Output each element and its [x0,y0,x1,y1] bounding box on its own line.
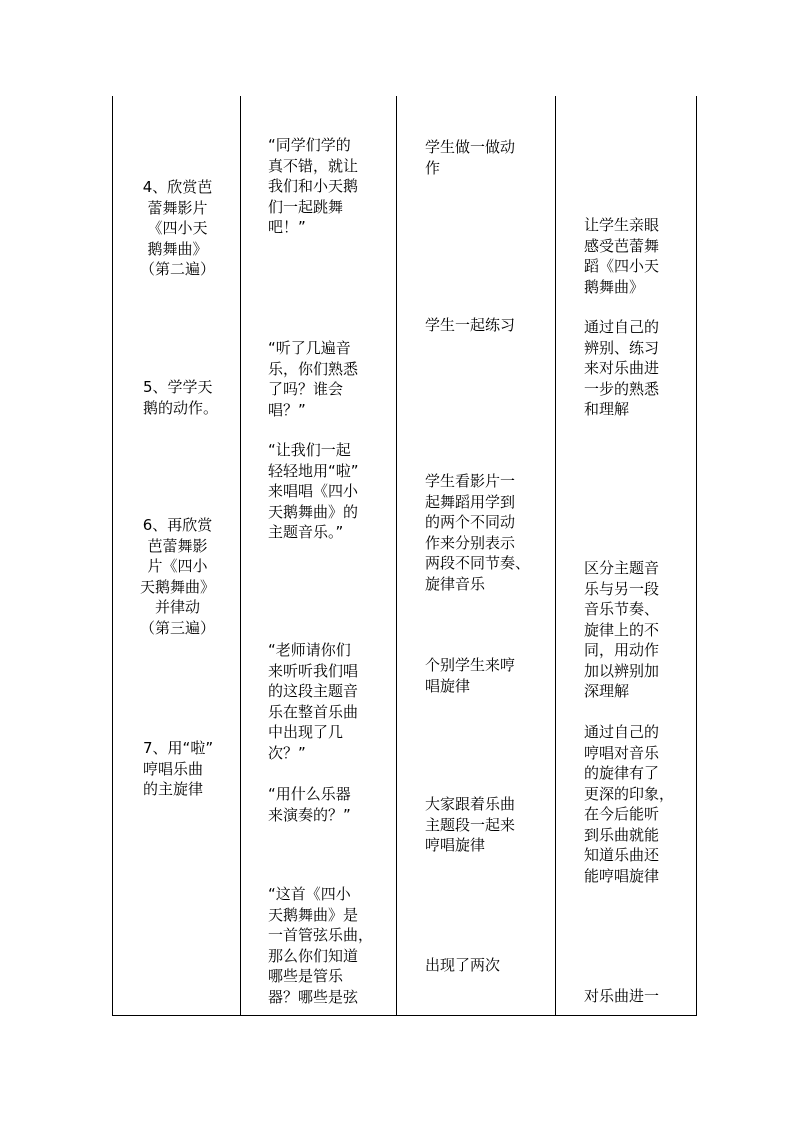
teacher-text-3: “让我们一起 轻轻地用“啦” 来唱唱《四小 天鹅舞曲》的 主题音乐。” [268,441,359,541]
table-divider-3 [555,96,556,1016]
student-text-4: 个别学生来哼 唱旋律 [425,656,516,695]
student-text-6: 出现了两次 [425,956,501,974]
intent-text-4: 通过自己的 哼唱对音乐 的旋律有了 更深的印象， 在今后能听 到乐曲就能 知道乐曲还 能哼唱旋律 [584,723,675,885]
intent-text-1: 让学生亲眼 感受芭蕾舞 蹈《四小天 鹅舞曲》 [584,216,660,296]
teacher-text-1: “同学们学的 真不错，就让 我们和小天鹅 们一起跳舞 吧！” [268,136,359,236]
intent-text-2: 通过自己的 辨别、练习 来对乐曲进 一步的熟悉 和理解 [584,318,660,418]
teacher-text-6: “这首《四小 天鹅舞曲》是 一首管弦乐曲， 那么你们知道 哪些是管乐 器？哪些是弦 [268,885,374,1006]
student-text-5: 大家跟着乐曲 主题段一起来 哼唱旋律 [425,795,516,854]
step-5-cell: 5、学学天 鹅的动作。 [143,378,219,417]
student-text-1: 学生做一做动 作 [425,138,516,177]
table-border-left [112,96,113,1016]
table-border-bottom [112,1015,697,1016]
table-border-right [696,96,697,1016]
student-text-3: 学生看影片一 起舞蹈用学到 的两个不同动 作来分别表示 两段不同节奏、 旋律音乐 [425,472,531,593]
student-text-2: 学生一起练习 [425,316,516,334]
teacher-text-2: “听了几遍音 乐，你们熟悉 了吗？谁会 唱？” [268,339,359,419]
intent-text-5: 对乐曲进一 [584,987,660,1005]
step-4-cell: 4、欣赏芭 蕾舞影片 《四小天 鹅舞曲》 （第二遍） [139,178,215,278]
table-divider-1 [240,96,241,1016]
step-6-cell: 6、再欣赏 芭蕾舞影 片《四小 天鹅舞曲》 并律动 （第三遍） [139,516,215,637]
teacher-text-4: “老师请你们 来听听我们唱 的这段主题音 乐在整首乐曲 中出现了几 次？” [268,641,359,762]
teacher-text-5: “用什么乐器 来演奏的？” [268,785,351,824]
table-divider-2 [396,96,397,1016]
intent-text-3: 区分主题音 乐与另一段 音乐节奏、 旋律上的不 同，用动作 加以辨别加 深理解 [584,559,660,700]
step-7-cell: 7、用“啦” 哼唱乐曲 的主旋律 [143,739,214,798]
